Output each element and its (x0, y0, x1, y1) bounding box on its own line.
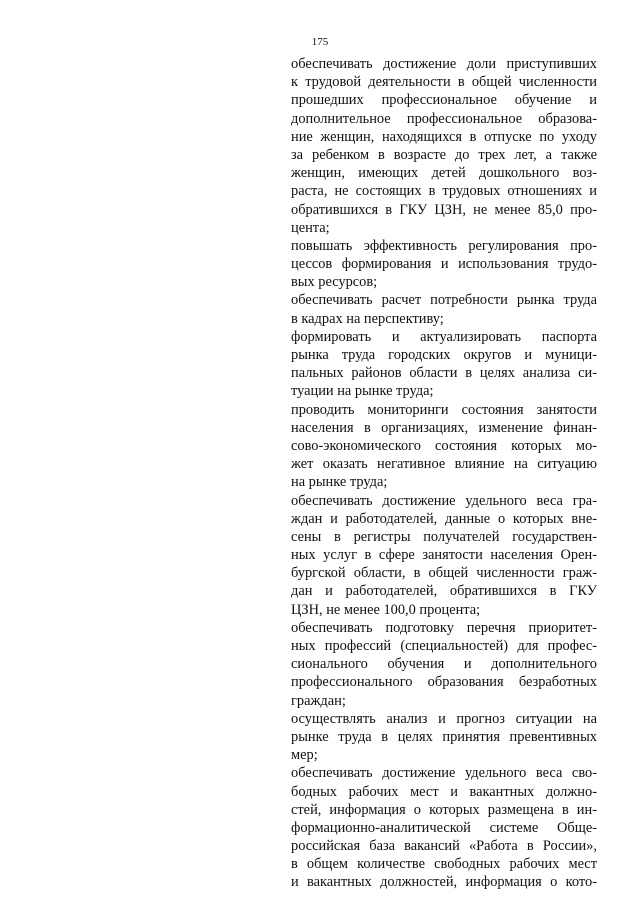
text-line: бодных рабочих мест и вакантных должно- (291, 783, 597, 800)
text-line: жет оказать негативное влияние на ситуацию (291, 456, 597, 473)
text-line: обеспечивать расчет потребности рынка труда (291, 292, 597, 309)
text-line: ЦЗН, не менее 100,0 процента; (291, 601, 481, 618)
text-line: обеспечивать достижение доли приступивших (291, 56, 597, 72)
text-line: ных услуг в сфере занятости населения Орен- (291, 547, 597, 564)
text-line: формационно-аналитической системе Обще- (291, 819, 597, 836)
paragraph (291, 237, 597, 292)
paragraph (291, 328, 597, 401)
text-line: раста, не состоящих в трудовых отношениях и (291, 183, 597, 200)
text-line: цента; (291, 219, 330, 236)
text-line: обеспечивать достижение удельного веса гра- (291, 492, 597, 509)
text-column (291, 55, 597, 892)
text-line: ждан и работодателей, данные о которых вне- (291, 510, 597, 527)
text-line: цессов формирования и использования трудо- (291, 256, 597, 273)
text-line: дополнительное профессиональное образова- (291, 110, 597, 127)
text-line: стей, информация о которых размещена в ин- (291, 801, 597, 818)
paragraph (291, 401, 597, 492)
text-line: граждан; (291, 692, 346, 709)
paragraph (291, 764, 597, 891)
paragraph (291, 55, 597, 237)
text-line: формировать и актуализировать паспорта (291, 328, 597, 345)
page-number: 175 (311, 36, 329, 48)
text-line: российская база вакансий «Работа в России», (291, 838, 597, 855)
text-line: проводить мониторинги состояния занятости (291, 401, 597, 418)
text-line: обратившихся в ГКУ ЦЗН, не менее 85,0 про- (291, 201, 597, 218)
paragraph (291, 619, 597, 710)
text-line: сионального обучения и дополнительного (291, 656, 597, 673)
text-line: рынка труда городских округов и муници- (291, 347, 597, 363)
text-line: туации на рынке труда; (291, 383, 434, 400)
text-line: к трудовой деятельности в общей численности (291, 74, 597, 91)
text-line: вых ресурсов; (291, 274, 378, 291)
text-line: обеспечивать достижение удельного веса сво- (291, 765, 597, 782)
paragraph (291, 710, 597, 765)
text-line: населения в организациях, изменение финан- (291, 419, 597, 436)
text-line: бургской области, в общей численности граж- (291, 565, 597, 582)
text-line: профессионального образования безработных (291, 674, 597, 691)
text-line: сены в регистры получателей государствен- (291, 528, 597, 545)
paragraph (291, 492, 597, 619)
text-line: и вакантных должностей, информация о кото- (291, 874, 597, 891)
text-line: ных профессий (специальностей) для профес- (291, 638, 597, 654)
text-line: сово-экономического состояния которых мо- (291, 437, 597, 454)
text-line: пальных районов области в целях анализа си- (291, 365, 597, 382)
paragraph (291, 291, 597, 327)
text-line: дан и работодателей, обратившихся в ГКУ (291, 583, 597, 600)
text-line: на рынке труда; (291, 474, 388, 491)
text-line: за ребенком в возрасте до трех лет, а также (291, 146, 597, 163)
text-line: в общем количестве свободных рабочих мест (291, 856, 597, 873)
text-line: прошедших профессиональное обучение и (291, 92, 597, 109)
text-line: повышать эффективность регулирования про- (291, 237, 597, 254)
text-line: ние женщин, находящихся в отпуске по уходу (291, 128, 597, 145)
text-line: осуществлять анализ и прогноз ситуации на (291, 710, 597, 727)
text-line: женщин, имеющих детей дошкольного воз- (291, 165, 597, 182)
text-line: в кадрах на перспективу; (291, 310, 444, 327)
text-line: обеспечивать подготовку перечня приоритет- (291, 619, 597, 636)
text-line: мер; (291, 747, 318, 764)
text-line: рынке труда в целях принятия превентивных (291, 728, 597, 745)
